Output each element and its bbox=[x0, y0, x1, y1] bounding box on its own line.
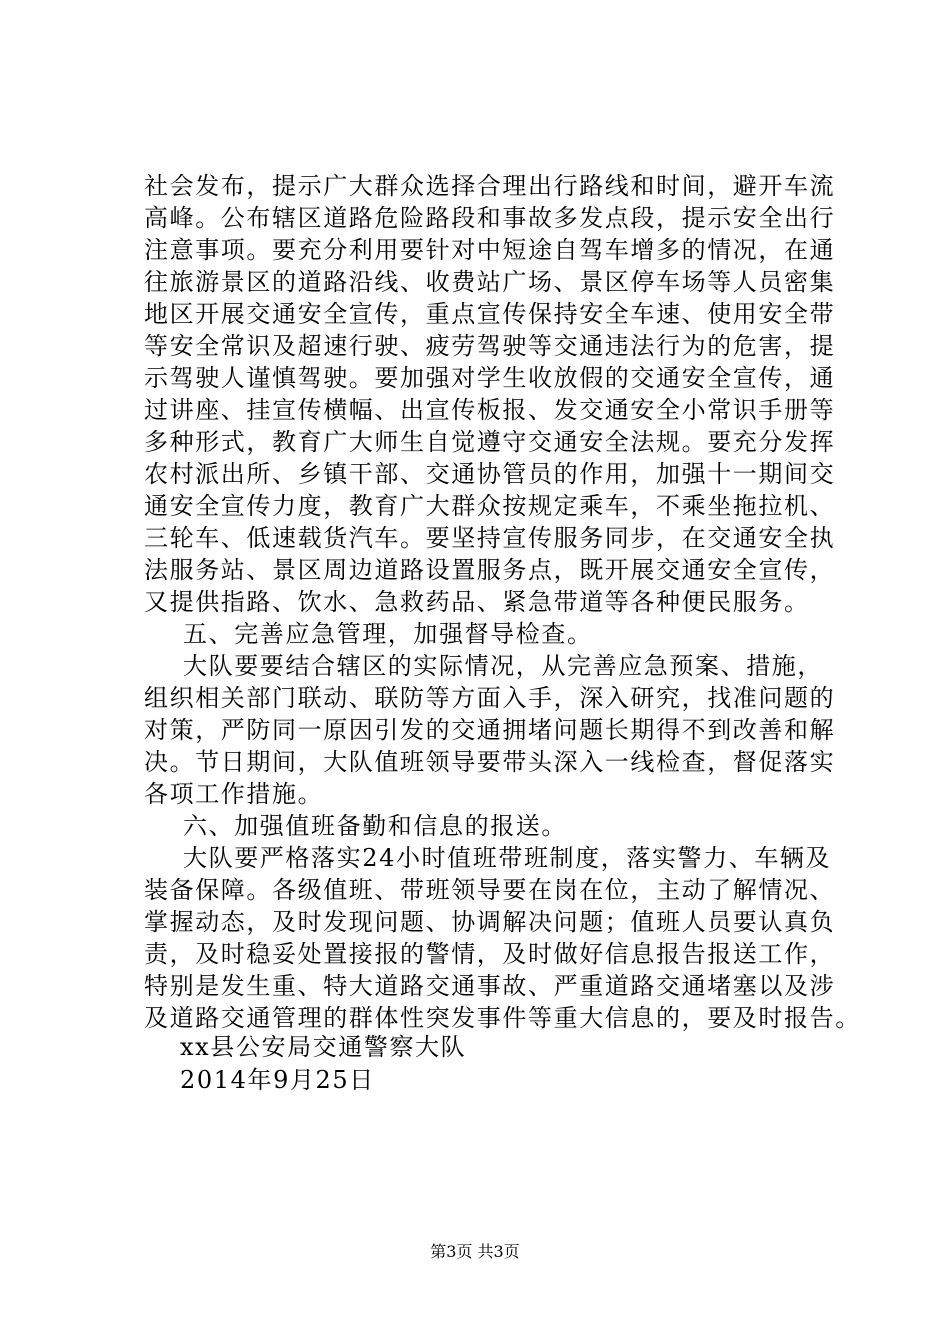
body-line: 往旅游景区的道路沿线、收费站广场、景区停车场等人员密集 bbox=[144, 268, 836, 296]
body-line: 通安全宣传力度，教育广大群众按规定乘车，不乘坐拖拉机、 bbox=[144, 492, 836, 520]
signature-date-text: 2014年9月25日 bbox=[180, 1066, 375, 1094]
body-line: 对策，严防同一原因引发的交通拥堵问题长期得不到改善和解 bbox=[144, 716, 836, 744]
page-footer bbox=[0, 1242, 950, 1262]
body-line: 责，及时稳妥处置接报的警情，及时做好信息报告报送工作， bbox=[144, 940, 836, 968]
body-line: 组织相关部门联动、联防等方面入手，深入研究，找准问题的 bbox=[144, 684, 836, 712]
body-line: 等安全常识及超速行驶、疲劳驾驶等交通违法行为的危害，提 bbox=[144, 332, 836, 360]
body-line: 装备保障。各级值班、带班领导要在岗在位，主动了解情况、 bbox=[144, 876, 836, 904]
body-line: 掌握动态，及时发现问题、协调解决问题；值班人员要认真负 bbox=[144, 908, 836, 936]
body-line: 决。节日期间，大队值班领导要带头深入一线检查，督促落实 bbox=[144, 748, 836, 776]
body-line: 又提供指路、饮水、急救药品、紧急带道等各种便民服务。 bbox=[144, 588, 810, 616]
body-line: 社会发布，提示广大群众选择合理出行路线和时间，避开车流 bbox=[144, 172, 836, 200]
body-line: 注意事项。要充分利用要针对中短途自驾车增多的情况，在通 bbox=[144, 236, 836, 264]
section-heading-6: 六、加强值班备勤和信息的报送。 bbox=[183, 812, 567, 840]
page-number-label: 第3页 共3页 bbox=[430, 1242, 520, 1261]
body-line: 特别是发生重、特大道路交通事故、严重道路交通堵塞以及涉 bbox=[144, 972, 836, 1000]
signature-org-text: xx县公安局交通警察大队 bbox=[180, 1033, 467, 1061]
body-line: 农村派出所、乡镇干部、交通协管员的作用，加强十一期间交 bbox=[144, 460, 836, 488]
body-line: 示驾驶人谨慎驾驶。要加强对学生收放假的交通安全宣传，通 bbox=[144, 364, 836, 392]
document-body bbox=[144, 170, 861, 1034]
body-line: 过讲座、挂宣传横幅、出宣传板报、发交通安全小常识手册等 bbox=[144, 396, 836, 424]
signature-organization bbox=[180, 1031, 780, 1063]
body-line: 地区开展交通安全宣传，重点宣传保持安全车速、使用安全带 bbox=[144, 300, 836, 328]
signature-date bbox=[180, 1064, 780, 1096]
body-line: 法服务站、景区周边道路设置服务点，既开展交通安全宣传， bbox=[144, 556, 836, 584]
paragraph-start: 大队要要结合辖区的实际情况，从完善应急预案、措施， bbox=[183, 652, 823, 680]
body-line: 及道路交通管理的群体性突发事件等重大信息的，要及时报告。 bbox=[144, 1004, 861, 1032]
body-line: 高峰。公布辖区道路危险路段和事故多发点段，提示安全出行 bbox=[144, 204, 836, 232]
section-heading-5: 五、完善应急管理，加强督导检查。 bbox=[183, 620, 593, 648]
paragraph-start: 大队要严格落实24小时值班带班制度，落实警力、车辆及 bbox=[183, 844, 832, 872]
body-line: 各项工作措施。 bbox=[144, 780, 324, 808]
body-line: 多种形式，教育广大师生自觉遵守交通安全法规。要充分发挥 bbox=[144, 428, 836, 456]
body-line: 三轮车、低速载货汽车。要坚持宣传服务同步，在交通安全执 bbox=[144, 524, 836, 552]
